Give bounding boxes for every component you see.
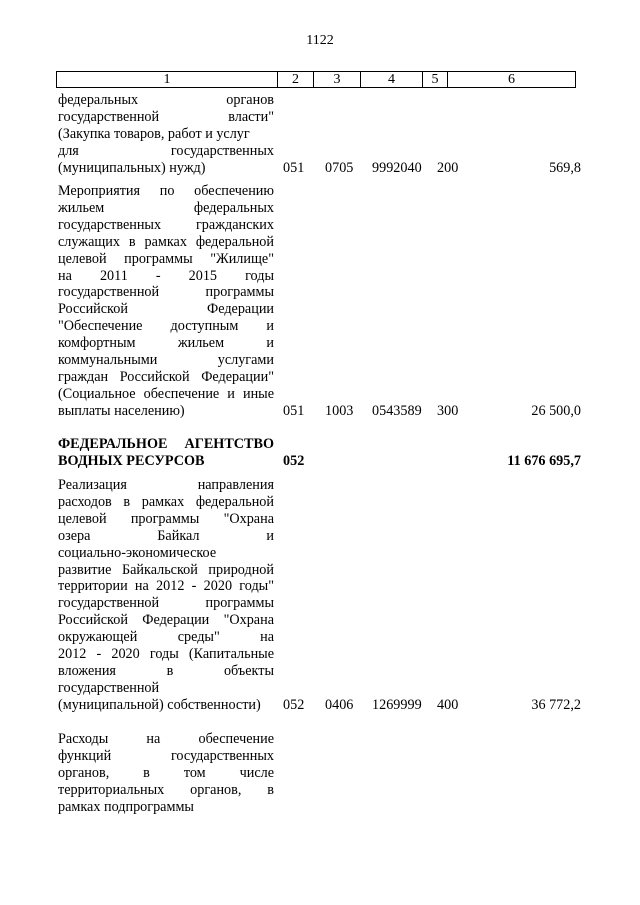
description-line: выплаты населению) [58, 402, 185, 419]
description-line: государственных гражданских [58, 216, 274, 233]
description-line: комфортным жильем и [58, 335, 274, 352]
target-article-code: 9992040 [372, 159, 422, 176]
amount-value: 569,8 [549, 159, 581, 176]
description-line: ВОДНЫХ РЕСУРСОВ [58, 452, 205, 469]
description-line: Реализация направления [58, 477, 274, 493]
ministry-code: 051 [283, 159, 305, 176]
description-line: территориальных органов, в [58, 781, 274, 798]
ministry-code: 052 [283, 696, 305, 713]
description-line: (Социальное обеспечение и иные [58, 385, 274, 402]
row-description [58, 183, 274, 420]
amount-value: 36 772,2 [531, 696, 581, 713]
row-description [58, 92, 274, 177]
description-line: функций государственных [58, 747, 274, 764]
description-line: социально-экономическое [58, 544, 217, 561]
description-line: территории на 2012 - 2020 годы" [58, 578, 274, 595]
amount-value: 11 676 695,7 [507, 452, 581, 469]
description-line: вложения в объекты [58, 662, 274, 679]
section-code: 0406 [325, 696, 354, 713]
column-number-5: 5 [423, 72, 448, 88]
section-code: 0705 [325, 159, 354, 176]
expense-type-code: 200 [437, 159, 459, 176]
column-header-row [56, 71, 576, 88]
row-description [58, 436, 274, 470]
description-line: на 2011 - 2015 годы [58, 267, 274, 284]
amount-value: 26 500,0 [531, 402, 581, 419]
description-line: государственной программы [58, 595, 274, 612]
target-article-code: 0543589 [372, 402, 422, 419]
description-line: (муниципальных) нужд) [58, 159, 206, 176]
description-line: Российской Федерации [58, 301, 274, 318]
description-line: государственной программы [58, 284, 274, 301]
ministry-code: 052 [283, 452, 305, 469]
description-line: государственной власти" [58, 108, 274, 125]
description-line: граждан Российской Федерации" [58, 368, 274, 385]
description-line: Мероприятия по обеспечению [58, 183, 274, 199]
ministry-code: 051 [283, 402, 305, 419]
column-number-2: 2 [278, 72, 314, 88]
description-line: для государственных [58, 142, 274, 159]
expense-type-code: 400 [437, 696, 459, 713]
description-line: ФЕДЕРАЛЬНОЕ АГЕНТСТВО [58, 436, 274, 452]
description-line: рамках подпрограммы [58, 798, 194, 815]
description-line: озера Байкал и [58, 527, 274, 544]
description-line: целевой программы "Охрана [58, 510, 274, 527]
description-line: (Закупка товаров, работ и услуг [58, 125, 250, 142]
description-line: Российской Федерации "Охрана [58, 612, 274, 629]
description-line: окружающей среды" на [58, 629, 274, 646]
description-line: федеральных органов [58, 92, 274, 108]
description-line: развитие Байкальской природной [58, 561, 274, 578]
description-line: 2012 - 2020 годы (Капитальные [58, 646, 274, 663]
column-number-1: 1 [57, 72, 278, 88]
description-line: (муниципальной) собственности) [58, 696, 261, 713]
page-number: 1122 [306, 33, 334, 48]
description-line: органов, в том числе [58, 764, 274, 781]
description-line: служащих в рамках федеральной [58, 233, 274, 250]
description-line: Расходы на обеспечение [58, 731, 274, 747]
column-number-4: 4 [361, 72, 423, 88]
target-article-code: 1269999 [372, 696, 422, 713]
expense-type-code: 300 [437, 402, 459, 419]
description-line: расходов в рамках федеральной [58, 493, 274, 510]
description-line: жильем федеральных [58, 199, 274, 216]
description-line: целевой программы "Жилище" [58, 250, 274, 267]
column-number-3: 3 [314, 72, 361, 88]
row-description [58, 731, 274, 816]
row-description [58, 477, 274, 714]
description-line: коммунальными услугами [58, 352, 274, 369]
column-number-6: 6 [448, 72, 576, 88]
description-line: государственной [58, 679, 160, 696]
section-code: 1003 [325, 402, 354, 419]
description-line: "Обеспечение доступным и [58, 318, 274, 335]
